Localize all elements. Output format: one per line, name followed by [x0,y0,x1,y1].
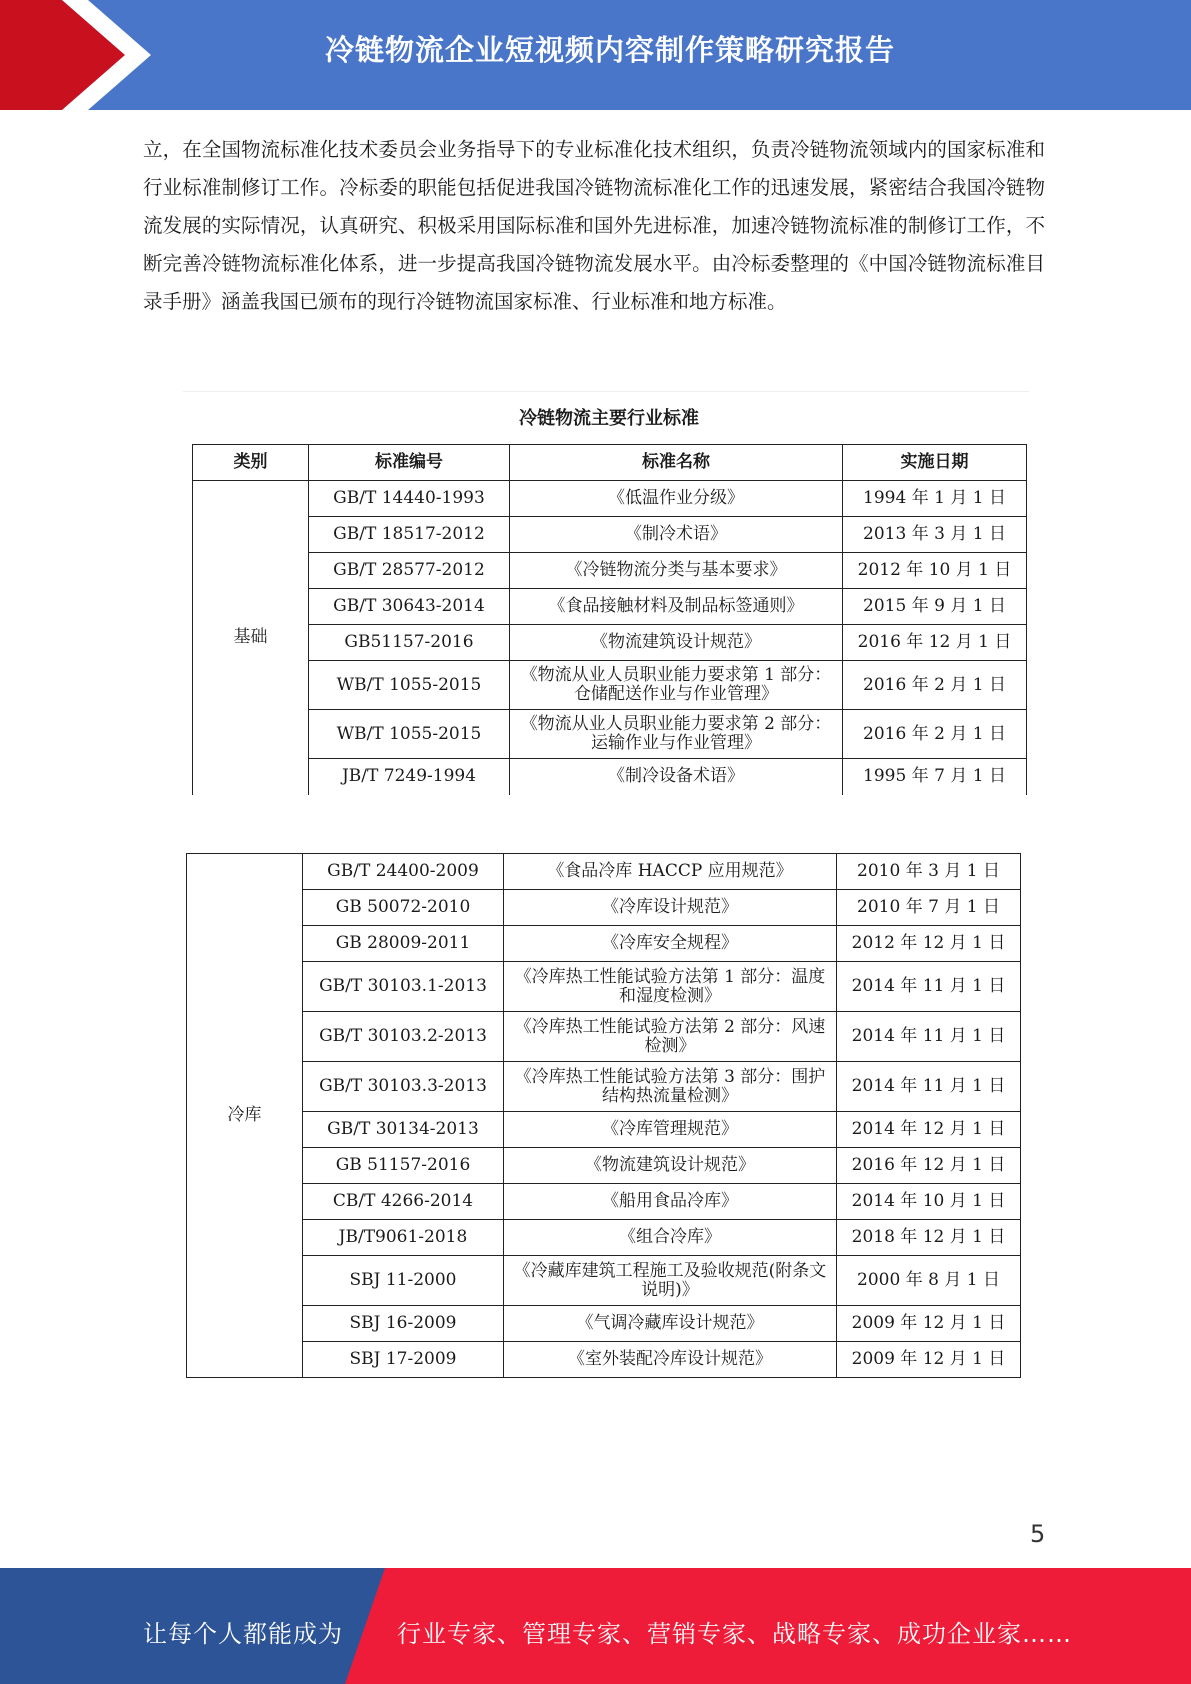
name-cell: 《室外装配冷库设计规范》 [504,1342,837,1378]
code-cell: WB/T 1055-2015 [309,710,510,759]
code-cell: GB 28009-2011 [303,926,504,962]
header-category: 类别 [193,445,309,481]
table-row [187,1062,1021,1112]
table-row [187,926,1021,962]
table-row [187,1012,1021,1062]
date-cell: 2014 年 12 月 1 日 [837,1112,1021,1148]
table-row [187,854,1021,890]
category-cell: 基础 [193,481,309,795]
date-cell: 2014 年 11 月 1 日 [837,1012,1021,1062]
category-cell: 冷库 [187,854,303,1378]
code-cell: GB 51157-2016 [303,1148,504,1184]
date-cell: 2012 年 12 月 1 日 [837,926,1021,962]
code-cell: GB/T 30134-2013 [303,1112,504,1148]
code-cell: GB/T 30103.2-2013 [303,1012,504,1062]
date-cell: 2016 年 12 月 1 日 [837,1148,1021,1184]
date-cell: 2016 年 2 月 1 日 [843,661,1027,710]
name-cell: 《冷库管理规范》 [504,1112,837,1148]
name-cell: 《气调冷藏库设计规范》 [504,1306,837,1342]
table-row [193,661,1027,710]
table-row [193,553,1027,589]
table-row [187,1148,1021,1184]
page-footer [0,1568,1191,1684]
name-cell: 《低温作业分级》 [510,481,843,517]
code-cell: SBJ 17-2009 [303,1342,504,1378]
header-code: 标准编号 [309,445,510,481]
name-cell: 《制冷设备术语》 [510,759,843,795]
name-cell: 《冷库安全规程》 [504,926,837,962]
code-cell: WB/T 1055-2015 [309,661,510,710]
table-row [187,890,1021,926]
table-row [193,481,1027,517]
table-row [193,517,1027,553]
date-cell: 2000 年 8 月 1 日 [837,1256,1021,1306]
date-cell: 2012 年 10 月 1 日 [843,553,1027,589]
date-cell: 2018 年 12 月 1 日 [837,1220,1021,1256]
date-cell: 2014 年 11 月 1 日 [837,962,1021,1012]
section-divider [183,391,1029,392]
table-row [187,1256,1021,1306]
page-number: 5 [1030,1520,1046,1548]
table-row [193,589,1027,625]
code-cell: GB/T 24400-2009 [303,854,504,890]
date-cell: 2014 年 10 月 1 日 [837,1184,1021,1220]
date-cell: 2015 年 9 月 1 日 [843,589,1027,625]
date-cell: 2014 年 11 月 1 日 [837,1062,1021,1112]
name-cell: 《物流从业人员职业能力要求第 2 部分：运输作业与作业管理》 [510,710,843,759]
table-row [187,1112,1021,1148]
name-cell: 《制冷术语》 [510,517,843,553]
table-title: 冷链物流主要行业标准 [519,408,699,429]
date-cell: 1994 年 1 月 1 日 [843,481,1027,517]
name-cell: 《食品冷库 HACCP 应用规范》 [504,854,837,890]
code-cell: JB/T9061-2018 [303,1220,504,1256]
date-cell: 2009 年 12 月 1 日 [837,1306,1021,1342]
table-row [187,1220,1021,1256]
date-cell: 1995 年 7 月 1 日 [843,759,1027,795]
code-cell: GB51157-2016 [309,625,510,661]
table-row [187,1184,1021,1220]
table-row [187,1306,1021,1342]
date-cell: 2016 年 2 月 1 日 [843,710,1027,759]
table-row [193,625,1027,661]
table-row [193,759,1027,795]
name-cell: 《冷藏库建筑工程施工及验收规范(附条文说明)》 [504,1256,837,1306]
standards-table-basic [192,444,1027,795]
table-row [187,962,1021,1012]
footer-slogan-right: 行业专家、管理专家、营销专家、战略专家、成功企业家…… [397,1620,1072,1648]
code-cell: GB/T 18517-2012 [309,517,510,553]
name-cell: 《组合冷库》 [504,1220,837,1256]
code-cell: JB/T 7249-1994 [309,759,510,795]
code-cell: GB/T 14440-1993 [309,481,510,517]
name-cell: 《冷库热工性能试验方法第 3 部分：围护结构热流量检测》 [504,1062,837,1112]
date-cell: 2010 年 7 月 1 日 [837,890,1021,926]
date-cell: 2009 年 12 月 1 日 [837,1342,1021,1378]
name-cell: 《物流建筑设计规范》 [510,625,843,661]
date-cell: 2010 年 3 月 1 日 [837,854,1021,890]
name-cell: 《冷库热工性能试验方法第 2 部分：风速检测》 [504,1012,837,1062]
table-header-row [193,445,1027,481]
code-cell: GB/T 30103.1-2013 [303,962,504,1012]
code-cell: GB/T 30103.3-2013 [303,1062,504,1112]
name-cell: 《冷库设计规范》 [504,890,837,926]
date-cell: 2016 年 12 月 1 日 [843,625,1027,661]
name-cell: 《冷库热工性能试验方法第 1 部分：温度和湿度检测》 [504,962,837,1012]
name-cell: 《物流建筑设计规范》 [504,1148,837,1184]
name-cell: 《船用食品冷库》 [504,1184,837,1220]
header-date: 实施日期 [843,445,1027,481]
header-name: 标准名称 [510,445,843,481]
page-header [0,0,1191,110]
name-cell: 《食品接触材料及制品标签通则》 [510,589,843,625]
standards-table-cold-storage [186,853,1021,1378]
footer-slogan-left: 让每个人都能成为 [143,1620,343,1648]
code-cell: CB/T 4266-2014 [303,1184,504,1220]
body-paragraph: 立，在全国物流标准化技术委员会业务指导下的专业标准化技术组织，负责冷链物流领域内的国家标准和行业标准制修订工作。冷标委的职能包括促进我国冷链物流标准化工作的迅速发展，紧密结合我国冷链物流发展的实际情况，认真研究、积极采用国际标准和国外先进标准，加速冷链物流标准的制修订工作，不断完善冷链物流标准化体系，进一步提高我国冷链物流发展水平。由冷标委整理的《中国冷链物流标准目录手册》涵盖我国已颁布的现行冷链物流国家标准、行业标准和地方标准。 [143,138,1045,313]
name-cell: 《冷链物流分类与基本要求》 [510,553,843,589]
report-title: 冷链物流企业短视频内容制作策略研究报告 [324,33,895,67]
name-cell: 《物流从业人员职业能力要求第 1 部分：仓储配送作业与作业管理》 [510,661,843,710]
code-cell: GB 50072-2010 [303,890,504,926]
code-cell: GB/T 28577-2012 [309,553,510,589]
date-cell: 2013 年 3 月 1 日 [843,517,1027,553]
table-row [187,1342,1021,1378]
code-cell: SBJ 16-2009 [303,1306,504,1342]
table-row [193,710,1027,759]
code-cell: GB/T 30643-2014 [309,589,510,625]
code-cell: SBJ 11-2000 [303,1256,504,1306]
